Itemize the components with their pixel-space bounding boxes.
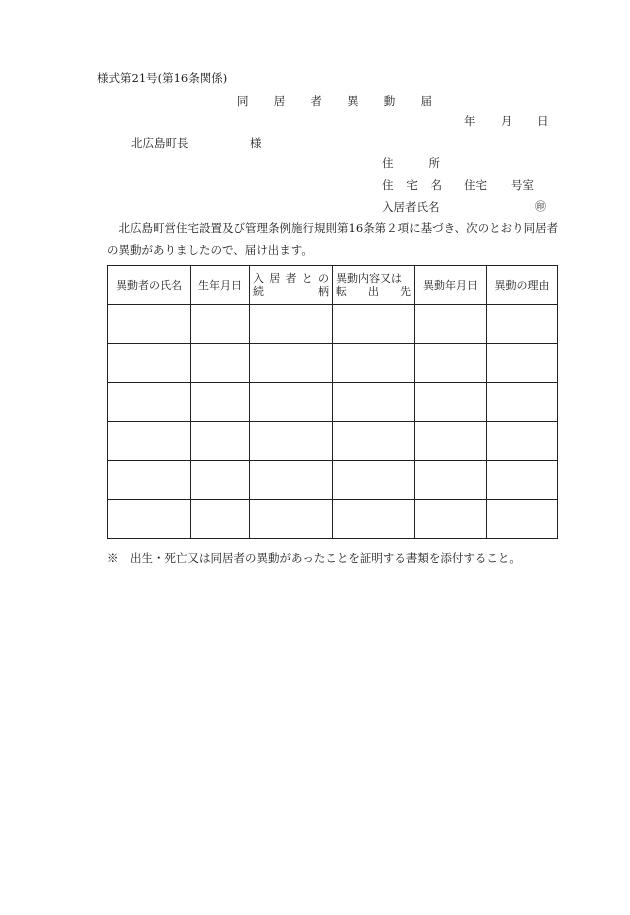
- header-change-content-line1: 異動内容又は: [336, 272, 402, 285]
- table-cell: [108, 500, 191, 539]
- body-text-line1: 北広島町営住宅設置及び管理条例施行規則第16条第２項に基づき、次のとおり同居者: [107, 221, 559, 235]
- table-cell: [415, 383, 487, 422]
- table-cell: [250, 305, 333, 344]
- table-cell: [487, 422, 558, 461]
- table-row: [108, 383, 558, 422]
- table-cell: [191, 344, 250, 383]
- table-cell: [250, 461, 333, 500]
- table-cell: [250, 422, 333, 461]
- header-change-reason: 異動の理由: [487, 266, 558, 305]
- form-title-char: 動: [383, 94, 396, 108]
- address-label-char: 住: [382, 156, 394, 170]
- table-cell: [487, 461, 558, 500]
- table-cell: [108, 461, 191, 500]
- header-change-date: 異動年月日: [415, 266, 487, 305]
- table-row: [108, 422, 558, 461]
- address-label: [382, 156, 440, 170]
- table-cell: [333, 383, 415, 422]
- change-table: [107, 265, 558, 539]
- residence-label-char: 名: [430, 178, 442, 192]
- table-cell: [415, 461, 487, 500]
- tenant-name-label: 入居者氏名: [382, 200, 440, 214]
- table-cell: [250, 500, 333, 539]
- table-cell: [250, 383, 333, 422]
- room-label: 号室: [511, 178, 534, 192]
- header-relationship-char: 者: [285, 272, 297, 285]
- residence-label-char: 宅: [406, 178, 418, 192]
- table-cell: [415, 305, 487, 344]
- header-relationship-char: 続: [253, 285, 264, 298]
- addressee-honorific: 様: [250, 136, 262, 150]
- table-cell: [108, 344, 191, 383]
- table-cell: [191, 383, 250, 422]
- header-change-content-char: 先: [400, 285, 411, 298]
- form-title-char: 届: [420, 94, 432, 108]
- table-cell: [108, 422, 191, 461]
- residence-value: 住宅: [464, 178, 487, 192]
- header-relationship-char: 居: [269, 272, 281, 285]
- header-change-content: [333, 266, 415, 305]
- table-cell: [333, 500, 415, 539]
- table-cell: [250, 344, 333, 383]
- form-title-char: 者: [310, 94, 322, 108]
- body-text-line2: の異動がありましたので、届け出ます。: [107, 243, 313, 257]
- date-year-label: 年: [464, 114, 476, 128]
- address-label-char: 所: [428, 156, 440, 170]
- table-cell: [487, 500, 558, 539]
- form-number: 様式第21号(第16条関係): [97, 71, 228, 85]
- table-cell: [108, 383, 191, 422]
- header-change-content-char: 転: [336, 285, 347, 298]
- form-title: [237, 94, 432, 108]
- table-cell: [333, 461, 415, 500]
- header-relationship-char: 柄: [318, 285, 329, 298]
- header-changed-person-name: 異動者の氏名: [108, 266, 191, 305]
- header-relationship-char: の: [318, 272, 329, 285]
- residence-label: [382, 178, 442, 192]
- header-change-content-char: 出: [368, 285, 379, 298]
- table-cell: [191, 461, 250, 500]
- attachment-note: ※ 出生・死亡又は同居者の異動があったことを証明する書類を添付すること。: [107, 551, 521, 565]
- table-row: [108, 500, 558, 539]
- header-relationship-char: 入: [253, 272, 264, 285]
- form-title-char: 異: [347, 94, 359, 108]
- residence-label-char: 住: [382, 178, 394, 192]
- addressee-name: 北広島町長: [131, 136, 189, 150]
- table-cell: [191, 422, 250, 461]
- form-title-char: 同: [237, 94, 249, 108]
- date-day-label: 日: [537, 114, 549, 128]
- table-cell: [415, 500, 487, 539]
- table-cell: [415, 422, 487, 461]
- seal-mark: ㊞: [535, 200, 546, 213]
- table-header-row: [108, 266, 558, 305]
- header-relationship-char: と: [301, 272, 313, 285]
- table-row: [108, 305, 558, 344]
- table-cell: [333, 305, 415, 344]
- table-cell: [108, 305, 191, 344]
- table-cell: [487, 344, 558, 383]
- table-cell: [333, 422, 415, 461]
- date-month-label: 月: [501, 114, 513, 128]
- table-cell: [415, 344, 487, 383]
- header-relationship: [250, 266, 333, 305]
- table-cell: [333, 344, 415, 383]
- form-title-char: 居: [273, 94, 286, 108]
- table-row: [108, 461, 558, 500]
- table-cell: [487, 305, 558, 344]
- table-row: [108, 344, 558, 383]
- header-birth-date: 生年月日: [191, 266, 250, 305]
- table-cell: [191, 500, 250, 539]
- table-cell: [487, 383, 558, 422]
- table-cell: [191, 305, 250, 344]
